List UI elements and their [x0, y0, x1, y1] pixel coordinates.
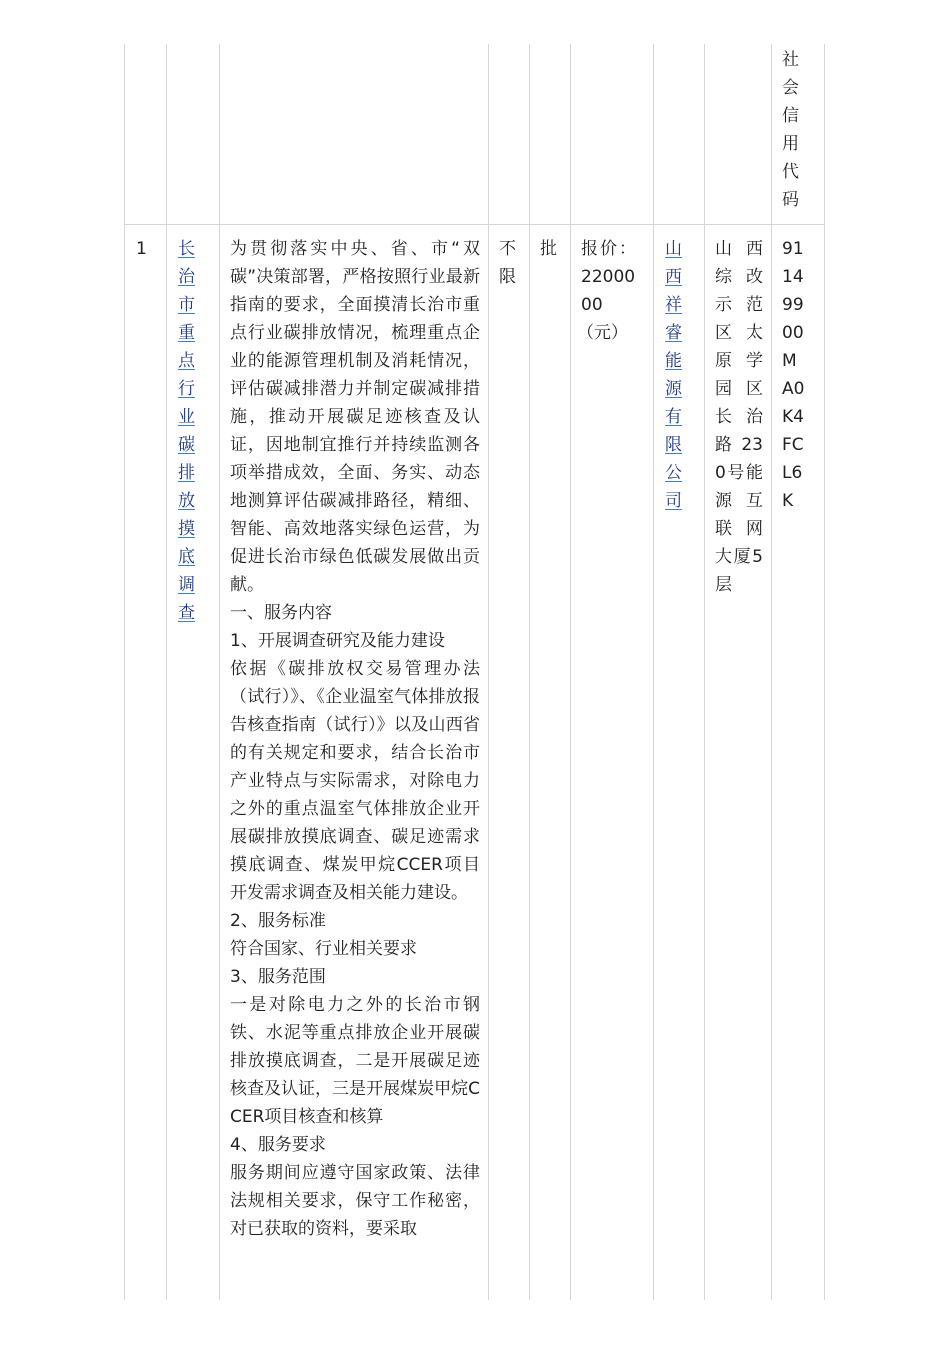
price-label: 报价：	[581, 239, 638, 259]
description-paragraph: 一是对除电力之外的长治市钢铁、水泥等重点排放企业开展碳排放摸底调查，二是开展碳足迹核查及认证，三是开展煤炭甲烷CCER项目核查和核算	[230, 995, 480, 1127]
table-border-line	[771, 44, 772, 1300]
description-paragraph: 1、开展调查研究及能力建设	[230, 631, 445, 651]
description-cell	[220, 235, 498, 1243]
description-paragraph: 2、服务标准	[230, 911, 326, 931]
description-paragraph: 依据《碳排放权交易管理办法（试行）》、《企业温室气体排放报告核查指南（试行）》以及山西省的有关规定和要求，结合长治市产业特点与实际需求，对除电力之外的重点温室气体排放企业开展碳排放摸底调查、碳足迹需求摸底调查、煤炭甲烷CCER项目开发需求调查及相关能力建设。	[230, 659, 480, 903]
table-border-line	[124, 44, 125, 1300]
address-text: 山西综改示范区太原学园区长治路230号能源互联网大厦5层	[715, 239, 763, 595]
credit-code-cell	[772, 235, 834, 515]
header-credit-code-text: 社会信用代码	[782, 50, 799, 210]
header-credit-code	[772, 46, 834, 214]
price-value: 2200000	[581, 267, 636, 315]
description-paragraph: 3、服务范围	[230, 967, 326, 987]
project-name-link[interactable]: 长治市重点行业碳排放摸底调查	[178, 239, 195, 623]
description-paragraph: 为贯彻落实中央、省、市“双碳”决策部署，严格按照行业最新指南的要求，全面摸清长治市重点行业碳排放情况，梳理重点企业的能源管理机制及消耗情况，评估碳减排潜力并制定碳减排措施，推动开展碳足迹核查及认证，因地制宜推行并持续监测各项举措成效，全面、务实、动态地测算评估碳减排路径，精细、智能、高效地落实绿色运营，为促进长治市绿色低碳发展做出贡献。	[230, 239, 480, 595]
price-cell	[571, 235, 663, 347]
table-border-line	[166, 44, 167, 1300]
row-index-text: 1	[136, 239, 147, 259]
table-row-divider	[124, 224, 825, 225]
table-border-line	[570, 44, 571, 1300]
price-unit: （元）	[577, 323, 628, 343]
table-border-line	[653, 44, 654, 1300]
unit-text: 批	[540, 239, 557, 259]
description-paragraph: 一、服务内容	[230, 603, 332, 623]
address-cell	[705, 235, 781, 599]
description-paragraph: 符合国家、行业相关要求	[230, 939, 417, 959]
table-border-line	[704, 44, 705, 1300]
table-border-line	[529, 44, 530, 1300]
supplier-link[interactable]: 山西祥睿能源有限公司	[665, 239, 682, 511]
credit-code-text: 91149900MA0K4FCL6K	[782, 239, 805, 511]
description-paragraph: 服务期间应遵守国家政策、法律法规相关要求，保守工作秘密，对已获取的资料，要采取	[230, 1163, 480, 1239]
quantity-text: 不限	[499, 239, 516, 287]
description-paragraph: 4、服务要求	[230, 1135, 326, 1155]
table-border-line	[824, 44, 825, 1300]
